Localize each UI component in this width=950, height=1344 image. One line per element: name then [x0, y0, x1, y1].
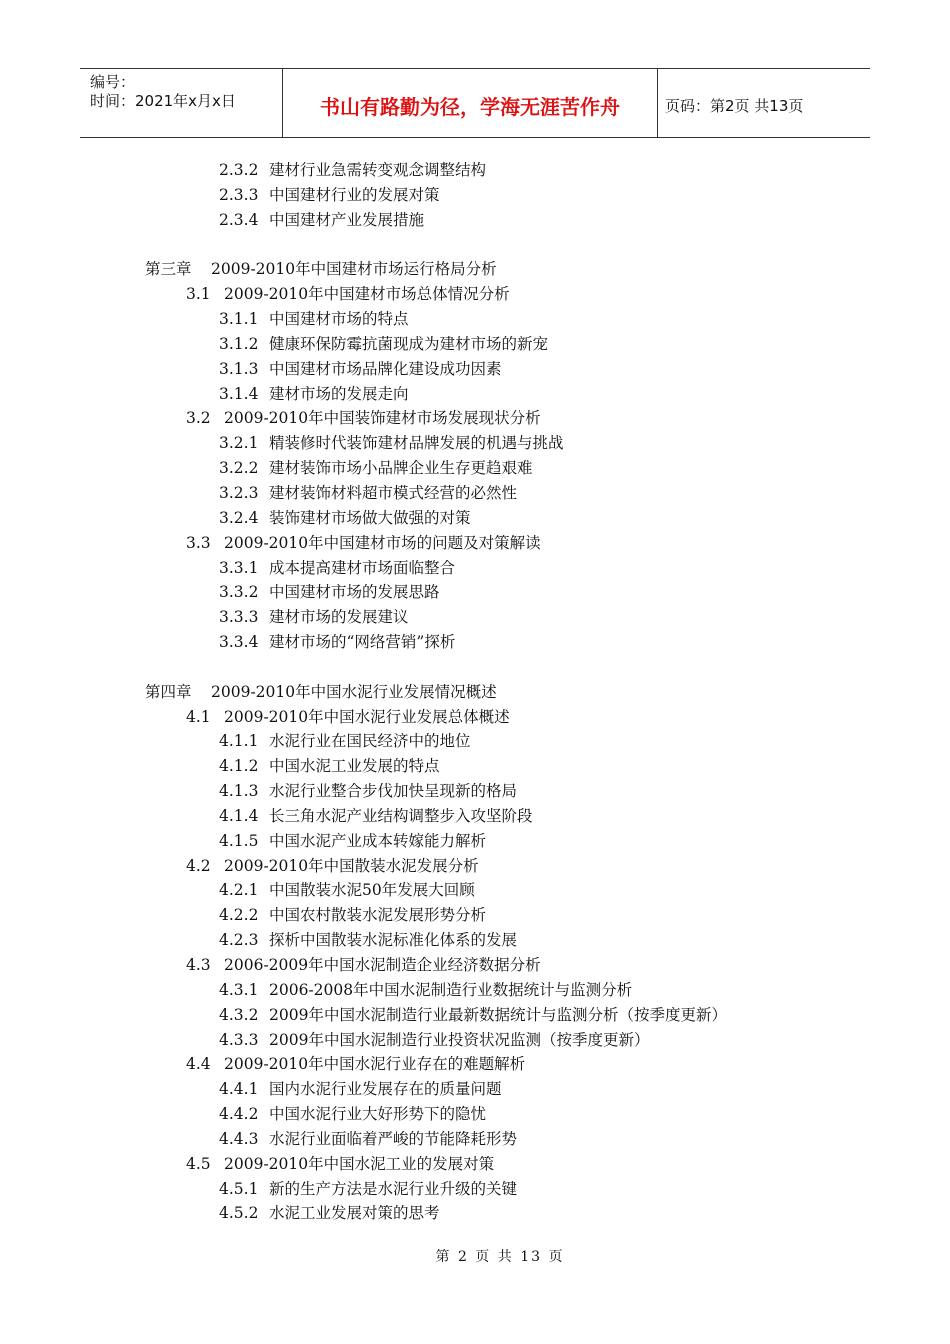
- toc-section: [0, 854, 950, 879]
- toc-subsection: [0, 829, 950, 854]
- toc-entry-title: 2006-2008年中国水泥制造行业数据统计与监测分析: [269, 980, 633, 999]
- toc-entry-number: 4.3.1: [219, 980, 259, 999]
- header-motto: 书山有路勤为径，学海无涯苦作舟: [283, 69, 658, 137]
- toc-entry-number: 2.3.2: [219, 161, 259, 179]
- toc-subsection: [0, 1201, 950, 1226]
- page-footer: 第 2 页 共 13 页: [435, 1249, 565, 1265]
- toc-entry-title: 建材市场的发展走向: [269, 384, 409, 403]
- toc-entry-title: 中国水泥产业成本转嫁能力解析: [269, 831, 487, 850]
- toc-subsection: [0, 1077, 950, 1102]
- toc-entry-title: 2009-2010年中国水泥工业的发展对策: [224, 1154, 495, 1173]
- toc-entry-title: 中国建材市场品牌化建设成功因素: [269, 359, 502, 378]
- toc-subsection: [0, 431, 950, 456]
- toc-subsection: [0, 332, 950, 357]
- toc-entry-number: 3.1: [186, 285, 211, 304]
- toc-entry-title: 装饰建材市场做大做强的对策: [269, 508, 471, 527]
- toc-entry-number: 4.3.3: [219, 1030, 259, 1049]
- toc-entry-title: 建材装饰材料超市模式经营的必然性: [269, 483, 518, 502]
- toc-entry-number: 3.1.3: [219, 359, 259, 378]
- toc-subsection: [0, 183, 950, 208]
- toc-subsection: [0, 158, 950, 183]
- toc-subsection: [0, 878, 950, 903]
- toc-subsection: [0, 382, 950, 407]
- toc-subsection: [0, 928, 950, 953]
- toc-subsection: [0, 307, 950, 332]
- toc-subsection: [0, 903, 950, 928]
- toc-entry-title: 中国建材产业发展措施: [269, 210, 425, 229]
- toc-subsection: [0, 506, 950, 531]
- toc-entry-number: 4.2.3: [219, 931, 259, 950]
- toc-entry-number: 3.3.4: [219, 633, 259, 652]
- toc-subsection: [0, 1177, 950, 1202]
- toc-entry-title: 2009年中国水泥制造行业投资状况监测（按季度更新）: [269, 1030, 650, 1049]
- toc-entry-number: 3.1.2: [219, 334, 259, 353]
- page-header: [80, 68, 870, 138]
- toc-entry-number: 4.4.1: [219, 1080, 259, 1099]
- header-page-info: 页码：第2页 共13页: [665, 96, 804, 115]
- document-number-label: 编号：: [90, 73, 136, 91]
- toc-subsection: [0, 456, 950, 481]
- toc-entry-title: 健康环保防霉抗菌现成为建材市场的新宠: [269, 334, 549, 353]
- toc-entry-title: 国内水泥行业发展存在的质量问题: [269, 1080, 502, 1099]
- toc-section: [0, 282, 950, 307]
- toc-spacer: [0, 655, 950, 680]
- toc-entry-title: 中国建材行业的发展对策: [269, 185, 440, 204]
- toc-entry-number: 4.1.5: [219, 831, 259, 850]
- toc-entry-title: 2009-2010年中国水泥行业存在的难题解析: [224, 1055, 526, 1074]
- toc-entry-title: 水泥行业在国民经济中的地位: [269, 732, 471, 751]
- toc-entry-number: 4.2.2: [219, 906, 259, 925]
- toc-subsection: [0, 1028, 950, 1053]
- toc-entry-title: 中国水泥工业发展的特点: [269, 757, 440, 776]
- toc-entry-number: 4.5.2: [219, 1204, 259, 1223]
- toc-entry-title: 2009-2010年中国装饰建材市场发展现状分析: [224, 409, 541, 428]
- toc-entry-number: 4.3.2: [219, 1005, 259, 1024]
- toc-entry-number: 第三章: [145, 260, 192, 279]
- toc-entry-title: 2009年中国水泥制造行业最新数据统计与监测分析（按季度更新）: [269, 1005, 727, 1024]
- toc-subsection: [0, 1102, 950, 1127]
- toc-entry-number: 4.5.1: [219, 1179, 259, 1198]
- toc-entry-number: 3.2.2: [219, 459, 259, 478]
- toc-entry-number: 4.2.1: [219, 881, 259, 900]
- toc-subsection: [0, 804, 950, 829]
- toc-entry-title: 2009-2010年中国水泥行业发展总体概述: [224, 707, 510, 726]
- toc-entry-number: 4.4.2: [219, 1105, 259, 1124]
- toc-entry-number: 4.1.3: [219, 782, 259, 801]
- toc-entry-title: 探析中国散装水泥标准化体系的发展: [269, 931, 518, 950]
- toc-entry-title: 建材市场的发展建议: [269, 608, 409, 627]
- toc-entry-title: 长三角水泥产业结构调整步入攻坚阶段: [269, 806, 533, 825]
- toc-entry-number: 4.5: [186, 1154, 211, 1173]
- toc-section: [0, 531, 950, 556]
- toc-entry-number: 3.3: [186, 533, 211, 552]
- toc-entry-number: 4.4: [186, 1055, 211, 1074]
- toc-entry-title: 中国建材市场的特点: [269, 310, 409, 329]
- toc-subsection: [0, 208, 950, 233]
- toc-subsection: [0, 1127, 950, 1152]
- toc-subsection: [0, 754, 950, 779]
- toc-entry-title: 中国水泥行业大好形势下的隐忧: [269, 1105, 487, 1124]
- toc-spacer: [0, 233, 950, 258]
- toc-entry-title: 水泥行业整合步伐加快呈现新的格局: [269, 782, 518, 801]
- toc-entry-title: 2009-2010年中国散装水泥发展分析: [224, 856, 479, 875]
- toc-entry-number: 2.3.3: [219, 185, 259, 204]
- toc-entry-number: 4.1.1: [219, 732, 259, 751]
- toc-subsection: [0, 630, 950, 655]
- header-meta-cell: [80, 69, 283, 137]
- toc-entry-title: 精装修时代装饰建材品牌发展的机遇与挑战: [269, 434, 564, 453]
- document-date: 时间：2021年x月x日: [90, 92, 236, 110]
- toc-entry-title: 成本提高建材市场面临整合: [269, 558, 456, 577]
- toc-entry-number: 3.2.1: [219, 434, 259, 453]
- toc-entry-number: 4.1.4: [219, 806, 259, 825]
- toc-entry-number: 3.3.1: [219, 558, 259, 577]
- toc-entry-title: 建材行业急需转变观念调整结构: [269, 161, 487, 179]
- toc-entry-number: 3.2.3: [219, 483, 259, 502]
- toc-entry-title: 建材装饰市场小品牌企业生存更趋艰难: [269, 459, 533, 478]
- toc-entry-title: 中国建材市场的发展思路: [269, 583, 440, 602]
- toc-entry-number: 4.2: [186, 856, 211, 875]
- toc-section: [0, 1052, 950, 1077]
- toc-entry-number: 3.1.4: [219, 384, 259, 403]
- toc-entry-title: 2006-2009年中国水泥制造企业经济数据分析: [224, 956, 541, 974]
- toc-subsection: [0, 605, 950, 630]
- toc-subsection: [0, 357, 950, 382]
- toc-entry-number: 4.1.2: [219, 757, 259, 776]
- toc-entry-title: 新的生产方法是水泥行业升级的关键: [269, 1179, 518, 1198]
- toc-entry-title: 2009-2010年中国建材市场运行格局分析: [211, 260, 497, 279]
- toc-entry-title: 2009-2010年中国建材市场的问题及对策解读: [224, 533, 541, 552]
- toc-entry-number: 4.4.3: [219, 1129, 259, 1148]
- toc-subsection: [0, 978, 950, 1003]
- toc-subsection: [0, 1003, 950, 1028]
- toc-entry-number: 3.2.4: [219, 508, 259, 527]
- toc-entry-number: 第四章: [145, 682, 192, 701]
- toc-subsection: [0, 729, 950, 754]
- toc-subsection: [0, 556, 950, 581]
- toc-subsection: [0, 481, 950, 506]
- toc-entry-number: 4.1: [186, 707, 211, 726]
- toc-entry-number: 3.3.2: [219, 583, 259, 602]
- toc-entry-title: 中国农村散装水泥发展形势分析: [269, 906, 487, 925]
- toc-entry-title: 水泥工业发展对策的思考: [269, 1204, 440, 1223]
- toc-section: [0, 953, 950, 978]
- toc-entry-number: 2.3.4: [219, 210, 259, 229]
- toc-section: [0, 1152, 950, 1177]
- toc-entry-title: 建材市场的“网络营销”探析: [269, 633, 456, 652]
- toc-entry-number: 3.1.1: [219, 310, 259, 329]
- toc-entry-title: 中国散装水泥50年发展大回顾: [269, 881, 475, 900]
- toc-subsection: [0, 779, 950, 804]
- toc-entry-title: 2009-2010年中国水泥行业发展情况概述: [211, 682, 497, 701]
- toc-section: [0, 705, 950, 730]
- toc-entry-number: 3.3.3: [219, 608, 259, 627]
- toc-subsection: [0, 580, 950, 605]
- toc-section: [0, 406, 950, 431]
- toc-entry-title: 水泥行业面临着严峻的节能降耗形势: [269, 1129, 518, 1148]
- toc-entry-number: 4.3: [186, 956, 211, 974]
- toc-entry-title: 2009-2010年中国建材市场总体情况分析: [224, 285, 510, 304]
- table-of-contents: [0, 158, 950, 1226]
- toc-chapter: [0, 257, 950, 282]
- toc-chapter: [0, 680, 950, 705]
- toc-entry-number: 3.2: [186, 409, 211, 428]
